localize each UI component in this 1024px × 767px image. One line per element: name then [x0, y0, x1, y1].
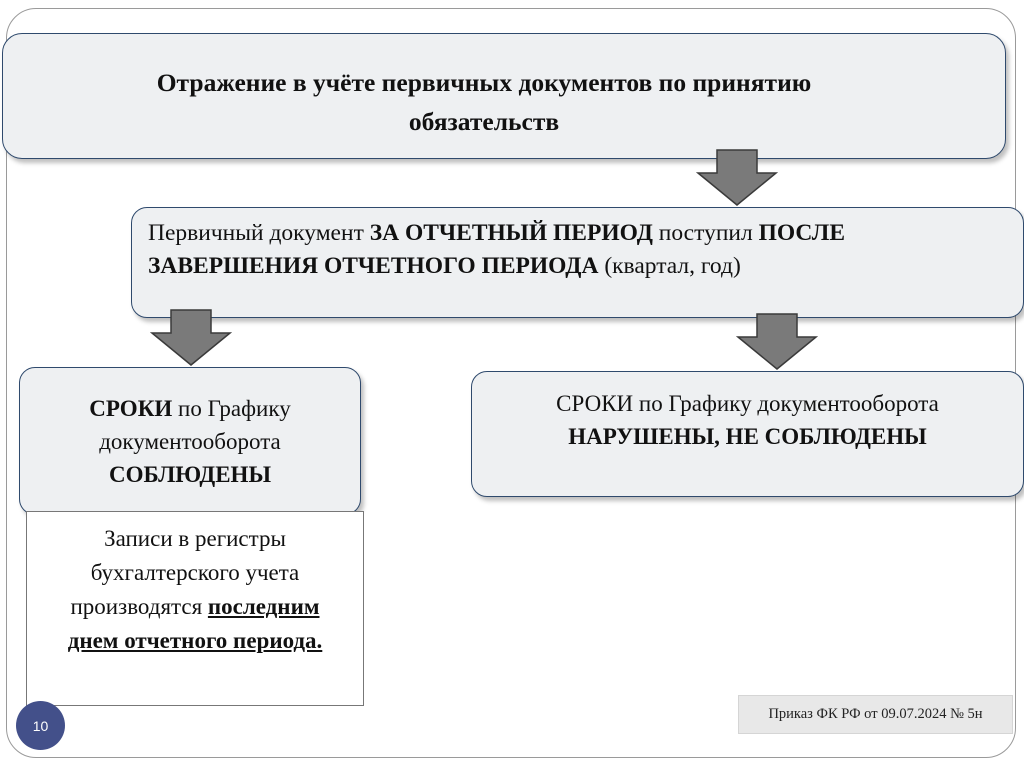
deadlines-violated-text: СРОКИ по Графику документооборота НАРУШЕНЫ, НЕ СОБЛЮДЕНЫ [556, 391, 939, 449]
arrow-down-icon [696, 149, 778, 207]
page-number: 10 [32, 717, 49, 734]
title-line-2: обязательств [408, 107, 560, 136]
slide-title [23, 63, 945, 141]
title-box [2, 33, 1006, 159]
arrow-down-icon [736, 313, 818, 371]
title-line-1: Отражение в учёте первичных документов по принятию [156, 68, 812, 97]
accounting-records-box [26, 511, 364, 706]
deadlines-violated-box [471, 371, 1024, 497]
reference-text: Приказ ФК РФ от 09.07.2024 № 5н [768, 706, 983, 722]
page-number-badge [16, 701, 65, 750]
deadlines-observed-box [19, 367, 361, 515]
deadlines-observed-text: СРОКИ по Графику документооборота СОБЛЮДЕНЫ [89, 396, 291, 487]
primary-document-box [131, 207, 1024, 318]
accounting-records-text: Записи в регистры бухгалтерского учета производятся последним днем отчетного периода. [67, 526, 323, 653]
primary-document-text: Первичный документ ЗА ОТЧЕТНЫЙ ПЕРИОД поступил ПОСЛЕ ЗАВЕРШЕНИЯ ОТЧЕТНОГО ПЕРИОДА (квартал, год) [148, 220, 845, 279]
arrow-down-icon [150, 309, 232, 367]
reference-note [738, 695, 1013, 734]
